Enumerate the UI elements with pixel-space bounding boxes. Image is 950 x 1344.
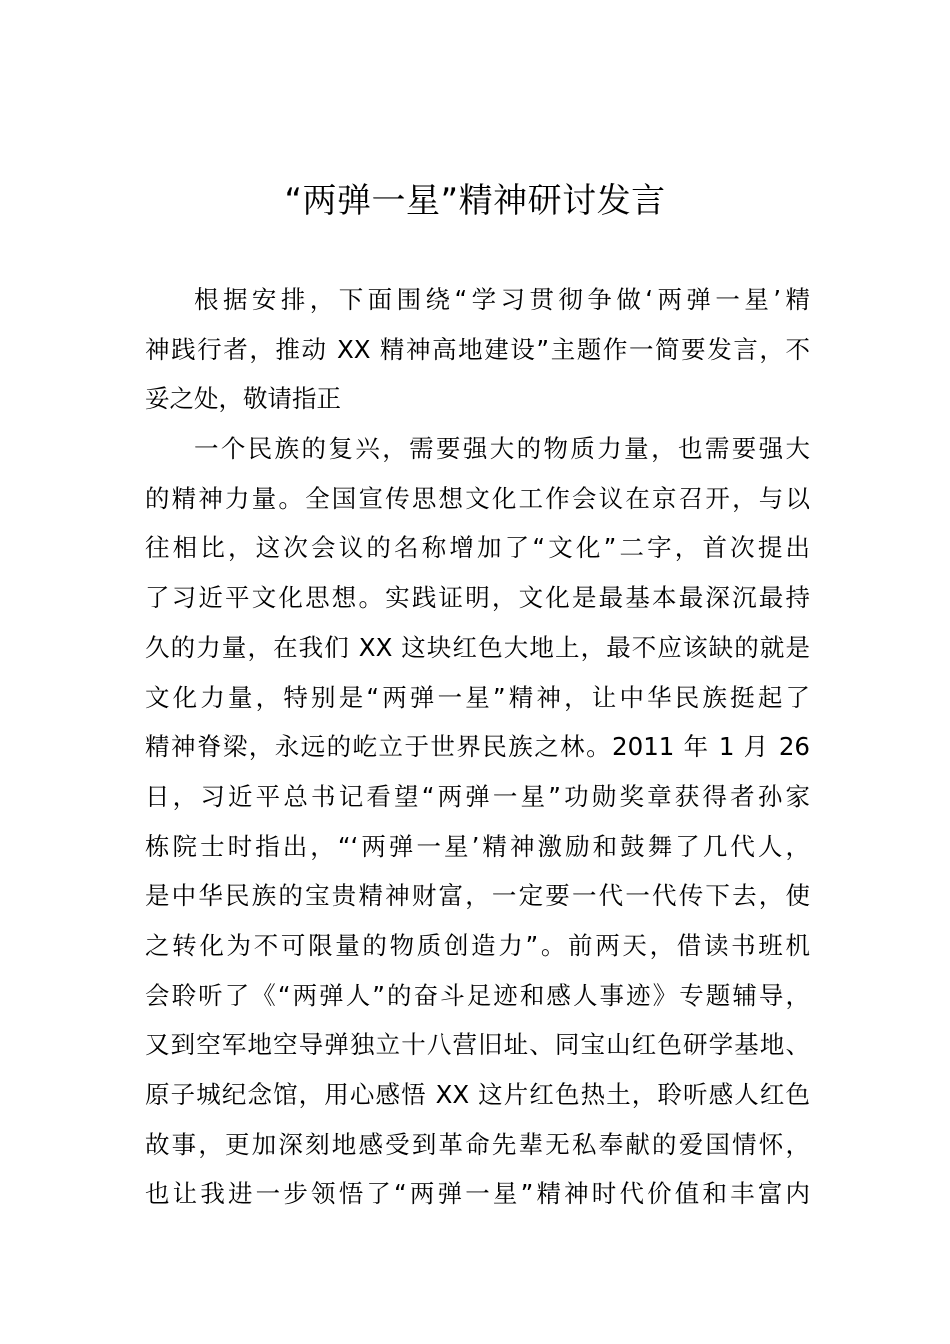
- text-line: 之转化为不可限量的物质创造力”。前两天，借读书班机: [145, 930, 810, 960]
- text-line: 一个民族的复兴，需要强大的物质力量，也需要强大: [194, 434, 810, 464]
- text-line: 是中华民族的宝贵精神财富，一定要一代一代传下去，使: [145, 881, 810, 911]
- text-line: 故事，更加深刻地感受到革命先辈无私奉献的爱国情怀，: [145, 1129, 810, 1159]
- text-line: 会聆听了《“两弹人”的奋斗足迹和感人事迹》专题辅导，: [145, 980, 810, 1010]
- text-line: 也让我进一步领悟了“两弹一星”精神时代价值和丰富内: [145, 1179, 810, 1209]
- text-line: 往相比，这次会议的名称增加了“文化”二字，首次提出: [145, 533, 810, 563]
- text-line: 根据安排，下面围绕“学习贯彻争做‘两弹一星’精: [194, 285, 810, 314]
- document-body: [145, 275, 810, 1219]
- text-line: 文化力量，特别是“两弹一星”精神，让中华民族挺起了: [145, 682, 810, 712]
- text-line: 又到空军地空导弹独立十八营旧址、同宝山红色研学基地、: [145, 1030, 810, 1060]
- text-line: 精神脊梁，永远的屹立于世界民族之林。2011 年 1 月 26: [145, 732, 810, 762]
- text-line: 了习近平文化思想。实践证明，文化是最基本最深沉最持: [145, 583, 810, 613]
- text-line: 神践行者，推动 XX 精神高地建设”主题作一简要发言，不: [145, 334, 810, 364]
- paragraph-1: [145, 275, 810, 424]
- text-line: 久的力量，在我们 XX 这块红色大地上，最不应该缺的就是: [145, 632, 810, 662]
- document-title: “两弹一星”精神研讨发言: [284, 181, 666, 221]
- text-line: 日，习近平总书记看望“两弹一星”功勋奖章获得者孙家: [145, 781, 810, 811]
- text-line: 妥之处，敬请指正: [145, 384, 341, 414]
- text-line: 栋院士时指出，“‘两弹一星’精神激励和鼓舞了几代人，: [145, 831, 810, 861]
- text-line: 原子城纪念馆，用心感悟 XX 这片红色热土，聆听感人红色: [145, 1080, 810, 1109]
- paragraph-2: [145, 424, 810, 1219]
- text-line: 的精神力量。全国宣传思想文化工作会议在京召开，与以: [145, 483, 810, 513]
